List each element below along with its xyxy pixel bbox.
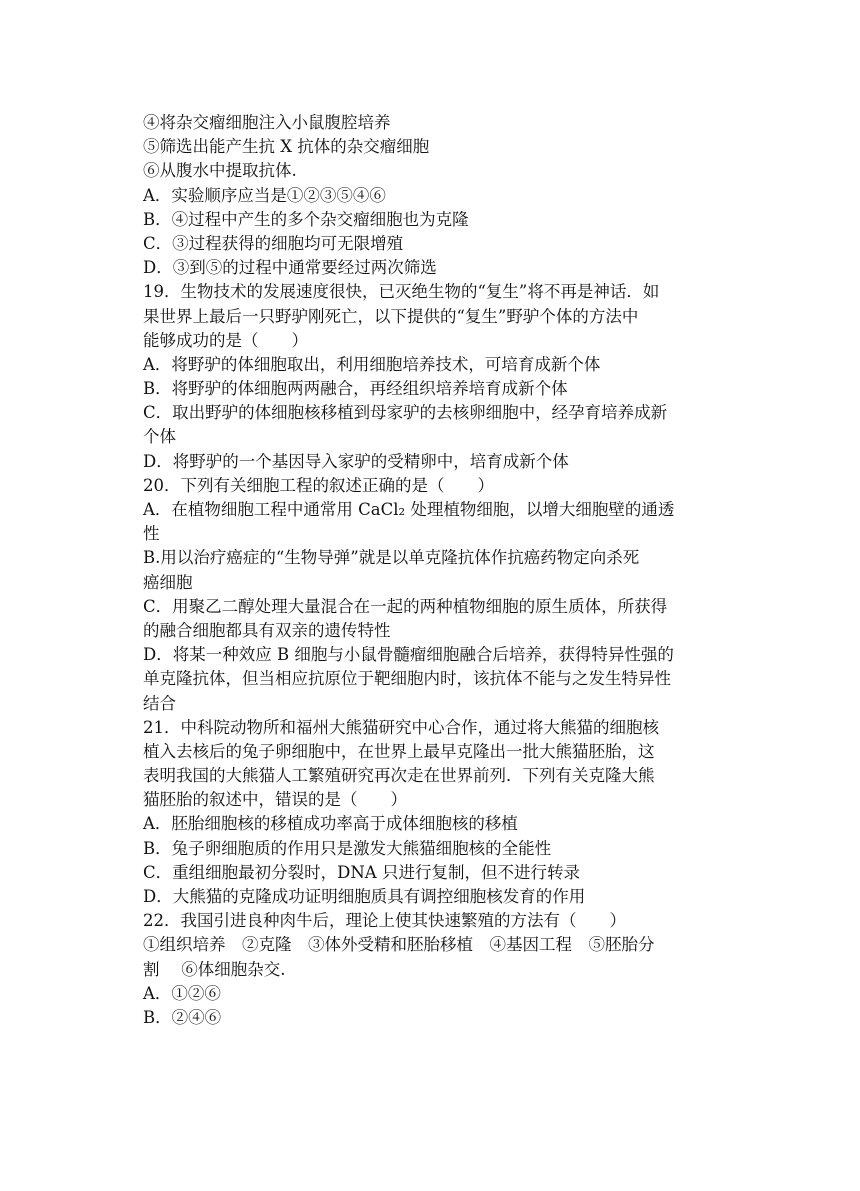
text-line: ④将杂交瘤细胞注入小鼠腹腔培养 (143, 113, 391, 132)
text-line: ⑥从腹水中提取抗体. (143, 161, 297, 181)
text-line: D．③到⑤的过程中通常要经过两次筛选 (143, 258, 437, 278)
text-line: 割 ⑥体细胞杂交. (143, 959, 286, 979)
text-line: 果世界上最后一只野驴刚死亡，以下提供的“复生”野驴个体的方法中 (143, 306, 639, 326)
text-line: 19．生物技术的发展速度很快，已灭绝生物的“复生”将不再是神话．如 (143, 282, 660, 302)
text-line: ①组织培养 ②克隆 ③体外受精和胚胎移植 ④基因工程 ⑤胚胎分 (143, 935, 655, 955)
text-line: B.用以治疗癌症的“生物导弹”就是以单克隆抗体作抗癌药物定向杀死 (143, 548, 640, 568)
text-line: D．大熊猫的克隆成功证明细胞质具有调控细胞核发育的作用 (143, 887, 586, 906)
text-line: 能够成功的是（ ） (143, 330, 308, 350)
text-line: 猫胚胎的叙述中，错误的是（ ） (143, 790, 407, 810)
text-line: A．实验顺序应当是①②③⑤④⑥ (143, 185, 386, 205)
text-line: 的融合细胞都具有双亲的遗传特性 (143, 620, 391, 640)
text-line: D．将野驴的一个基因导入家驴的受精卵中，培育成新个体 (143, 451, 569, 471)
text-line: A．在植物细胞工程中通常用 CaCl₂ 处理植物细胞，以增大细胞壁的通透 (143, 500, 675, 519)
text-line: 20．下列有关细胞工程的叙述正确的是（ ） (143, 475, 494, 495)
question-text (143, 111, 783, 1030)
text-line: C．③过程获得的细胞均可无限增殖 (143, 233, 404, 253)
text-line: D．将某一种效应 B 细胞与小鼠骨髓瘤细胞融合后培养，获得特异性强的 (143, 645, 674, 665)
text-line: 22．我国引进良种肉牛后，理论上使其快速繁殖的方法有（ ） (143, 911, 626, 931)
text-line: 癌细胞 (143, 572, 193, 592)
text-line: 表明我国的大熊猫人工繁殖研究再次走在世界前列．下列有关克隆大熊 (143, 766, 655, 786)
text-line: B．将野驴的体细胞两两融合，再经组织培养培育成新个体 (143, 379, 568, 399)
text-line: B．兔子卵细胞质的作用只是激发大熊猫细胞核的全能性 (143, 838, 552, 858)
text-line: C．取出野驴的体细胞核移植到母家驴的去核卵细胞中，经孕育培养成新 (143, 403, 668, 423)
text-line: 性 (143, 524, 160, 544)
text-line: B．②④⑥ (143, 1007, 222, 1027)
text-line: A．①②⑥ (143, 983, 221, 1003)
text-line: 单克隆抗体，但当相应抗原位于靶细胞内时，该抗体不能与之发生特异性 (143, 669, 671, 689)
text-line: 植入去核后的兔子卵细胞中，在世界上最早克隆出一批大熊猫胚胎，这 (143, 741, 655, 761)
text-line: 21．中科院动物所和福州大熊猫研究中心合作，通过将大熊猫的细胞核 (143, 717, 659, 737)
text-line: C．重组细胞最初分裂时，DNA 只进行复制，但不进行转录 (143, 862, 580, 882)
text-line: B．④过程中产生的多个杂交瘤细胞也为克隆 (143, 209, 469, 229)
text-line: ⑤筛选出能产生抗 X 抗体的杂交瘤细胞 (143, 137, 430, 157)
text-line: A．胚胎细胞核的移植成功率高于成体细胞核的移植 (143, 814, 518, 834)
text-line: 个体 (143, 427, 176, 447)
text-line: C．用聚乙二醇处理大量混合在一起的两种植物细胞的原生质体，所获得 (143, 596, 668, 616)
text-line: A．将野驴的体细胞取出，利用细胞培养技术，可培育成新个体 (143, 354, 601, 374)
text-line: 结合 (143, 693, 176, 713)
